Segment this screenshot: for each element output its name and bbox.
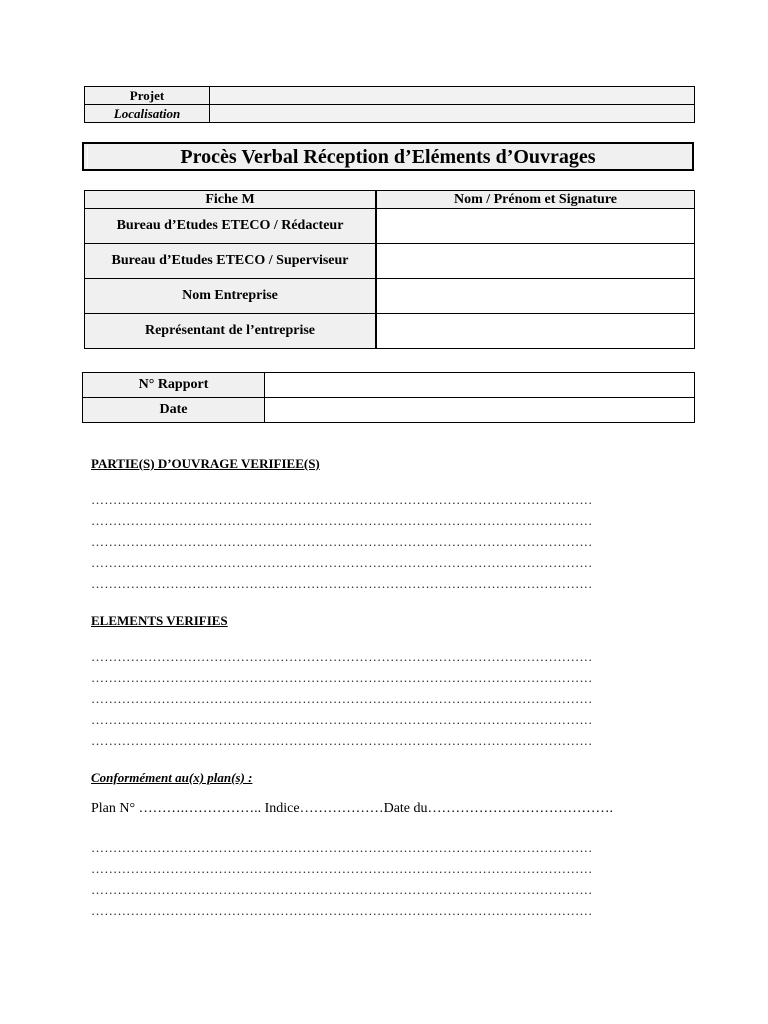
parties-dotted-line-4[interactable]: …………………………………………………………………………………………………… [91,555,593,570]
date-field[interactable] [265,398,695,423]
location-label: Localisation [85,105,210,123]
fiche-header: Fiche M [85,191,377,209]
table-row [85,279,695,314]
project-label: Projet [85,87,210,105]
table-header-row [85,191,695,209]
parties-dotted-line-2[interactable]: …………………………………………………………………………………………………… [91,513,593,528]
redacteur-label: Bureau d’Etudes ETECO / Rédacteur [85,209,377,244]
report-table [82,372,695,423]
table-row [85,244,695,279]
project-field[interactable] [210,87,695,105]
conformity-heading: Conformément au(x) plan(s) : [91,770,253,785]
page-title: Procès Verbal Réception d’Eléments d’Ouvrages [82,142,694,171]
elements-dotted-line-4[interactable]: …………………………………………………………………………………………………… [91,712,593,727]
elements-dotted-line-5[interactable]: …………………………………………………………………………………………………… [91,733,593,748]
elements-verified-heading: ELEMENTS VERIFIES [91,613,228,628]
plan-dotted-line-2[interactable]: …………………………………………………………………………………………………… [91,861,593,876]
date-label: Date [83,398,265,423]
plan-reference-line[interactable]: Plan N° ……….…………….. Indice………………Date du…………………………………. [91,801,614,816]
parties-verified-heading: PARTIE(S) D’OUVRAGE VERIFIEE(S) [91,456,320,471]
table-row [85,314,695,349]
plan-dotted-line-1[interactable]: …………………………………………………………………………………………………… [91,840,593,855]
elements-dotted-line-2[interactable]: …………………………………………………………………………………………………… [91,670,593,685]
table-row [83,373,695,398]
signature-table [84,190,695,349]
location-field[interactable] [210,105,695,123]
table-row [85,209,695,244]
plan-dotted-line-4[interactable]: …………………………………………………………………………………………………… [91,903,593,918]
report-number-label: N° Rapport [83,373,265,398]
superviseur-label: Bureau d’Etudes ETECO / Superviseur [85,244,377,279]
redacteur-signature-field[interactable] [376,209,695,244]
report-number-field[interactable] [265,373,695,398]
parties-dotted-line-5[interactable]: …………………………………………………………………………………………………… [91,576,593,591]
representant-label: Représentant de l’entreprise [85,314,377,349]
elements-dotted-line-1[interactable]: …………………………………………………………………………………………………… [91,649,593,664]
entreprise-label: Nom Entreprise [85,279,377,314]
parties-dotted-line-3[interactable]: …………………………………………………………………………………………………… [91,534,593,549]
parties-dotted-line-1[interactable]: …………………………………………………………………………………………………… [91,492,593,507]
table-row [85,105,695,123]
plan-dotted-line-3[interactable]: …………………………………………………………………………………………………… [91,882,593,897]
table-row [85,87,695,105]
signature-header: Nom / Prénom et Signature [376,191,695,209]
entreprise-signature-field[interactable] [376,279,695,314]
representant-signature-field[interactable] [376,314,695,349]
superviseur-signature-field[interactable] [376,244,695,279]
elements-dotted-line-3[interactable]: …………………………………………………………………………………………………… [91,691,593,706]
table-row [83,398,695,423]
project-table [84,86,695,123]
